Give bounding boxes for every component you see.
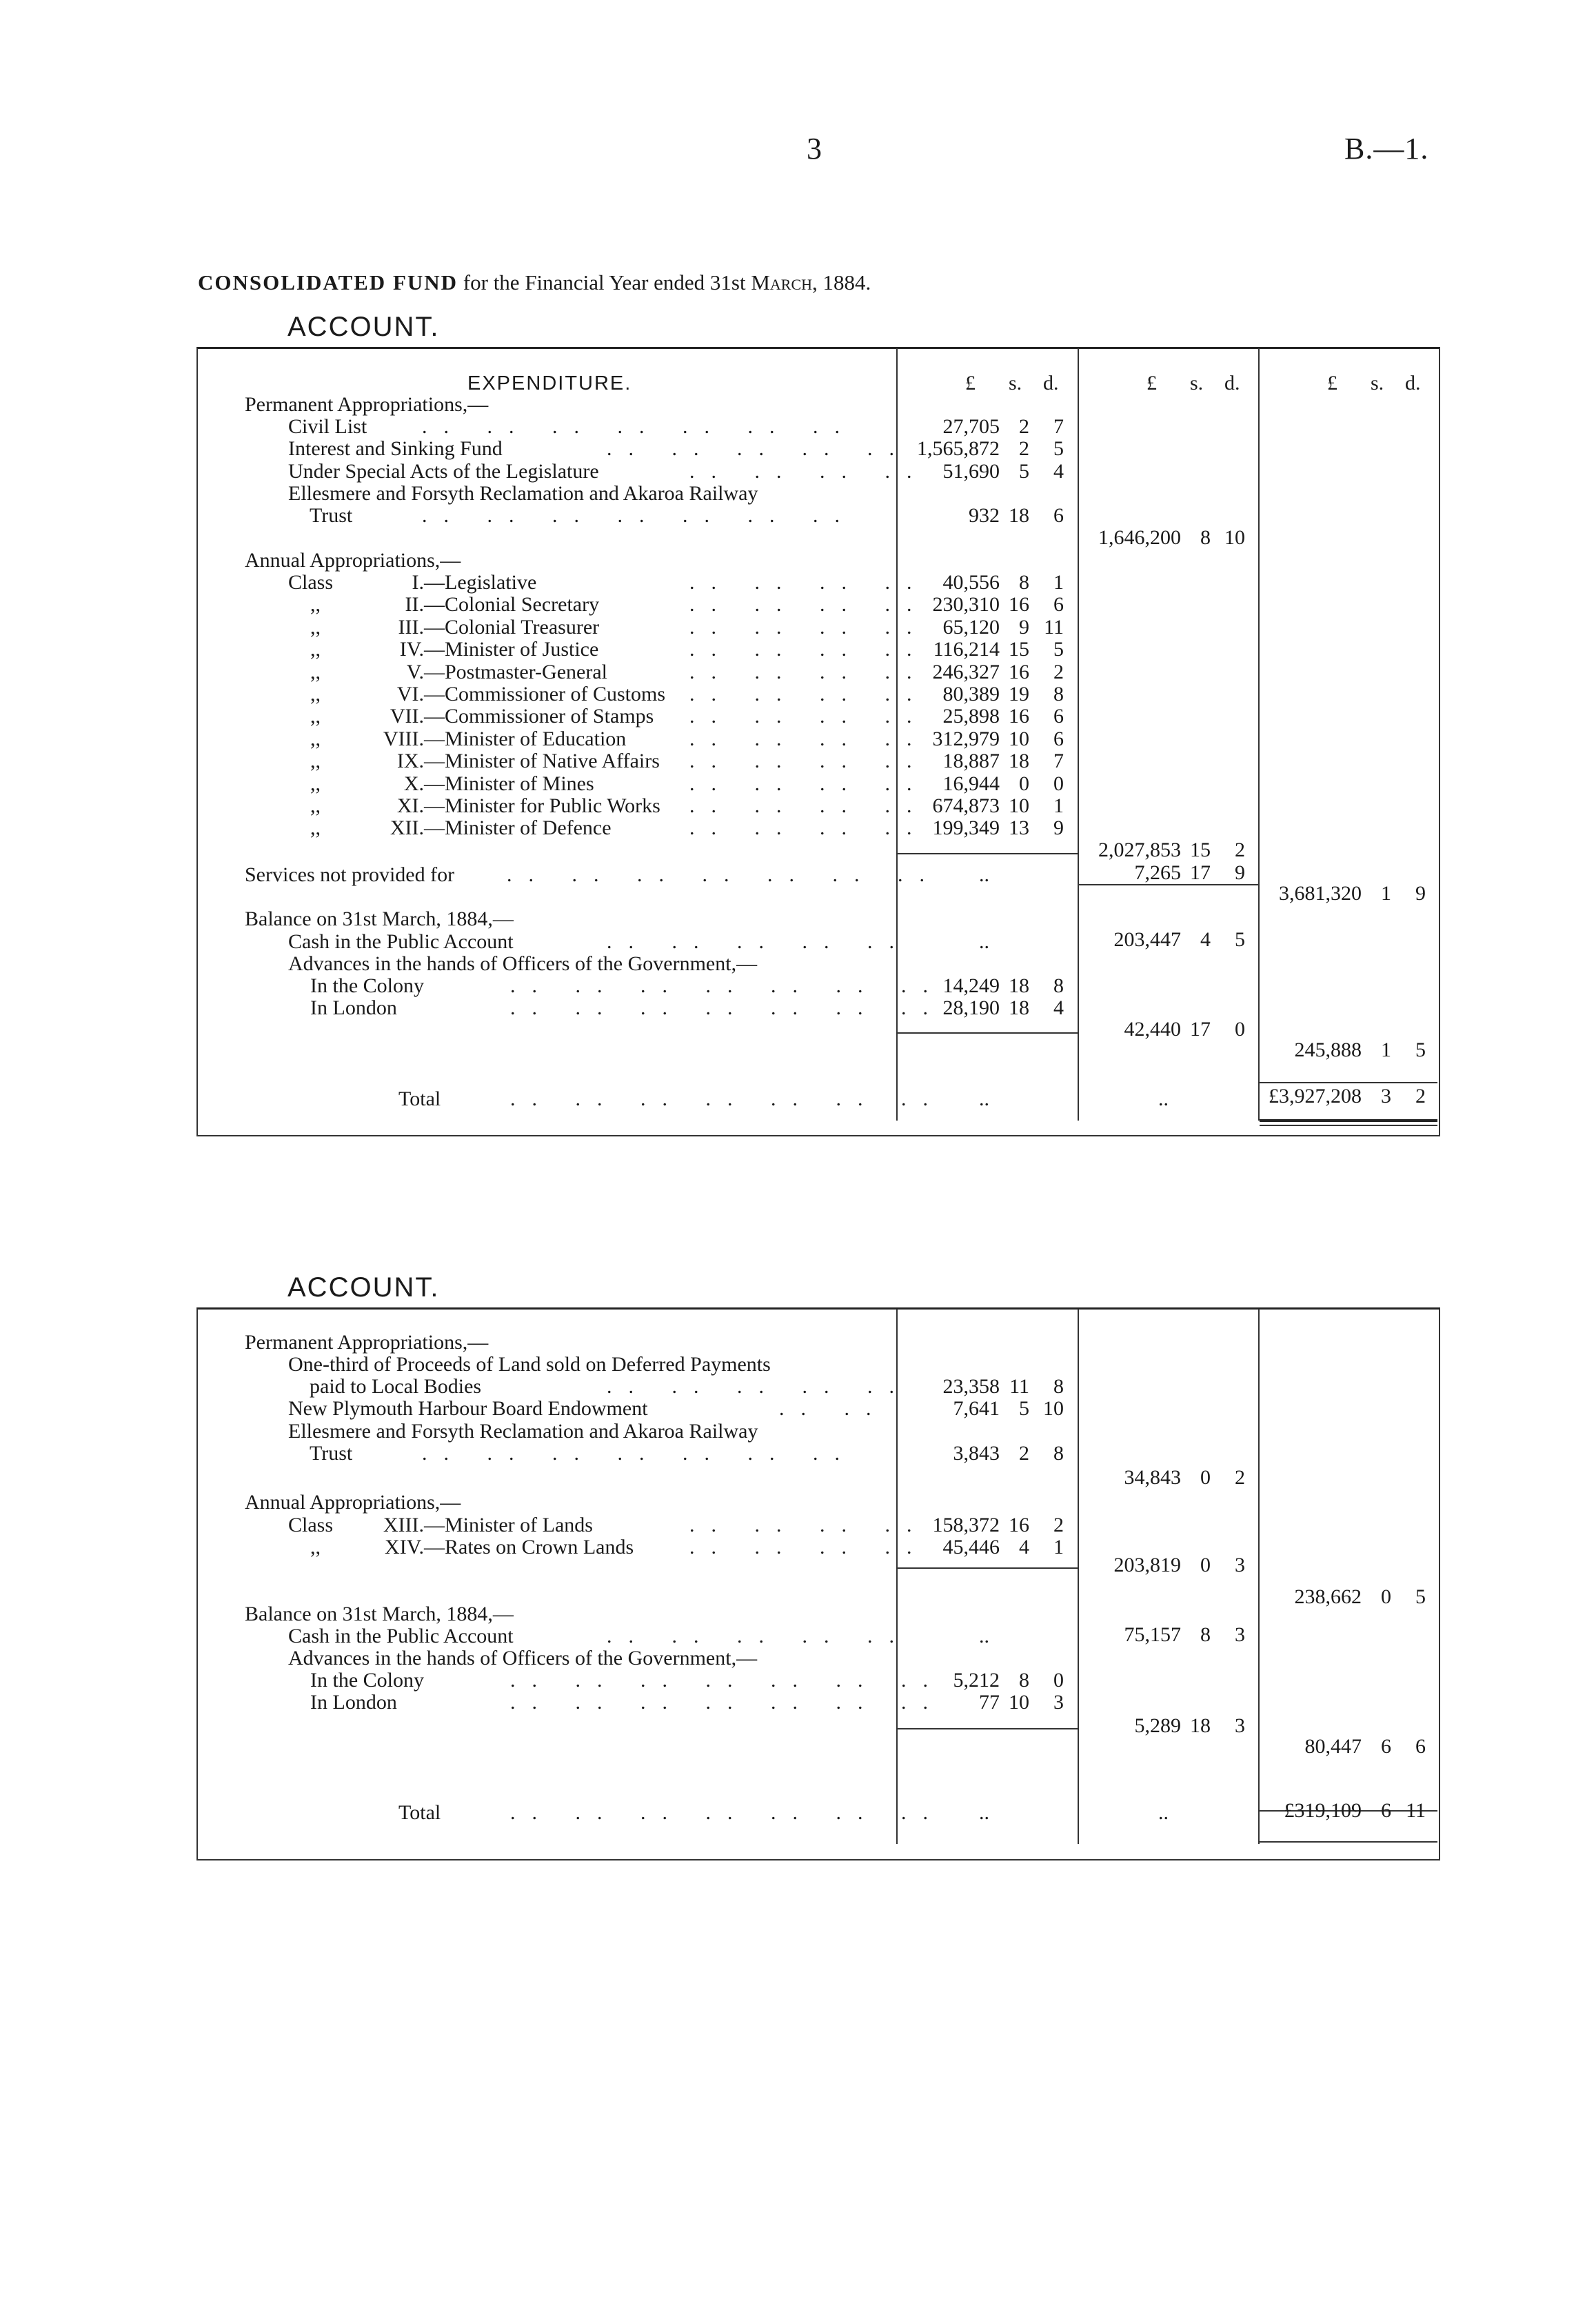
class-amount-pounds: 40,556 [942,571,1000,594]
dot-leader: .. .. .. .. .. [607,1375,911,1398]
annual-subtotal-shillings: 0 [1200,1554,1211,1576]
permanent-row-amount-pounds: 1,565,872 [917,437,1000,460]
class-label: —Legislative [424,571,537,594]
london-label: In London [310,1691,397,1714]
appropriations-subtotal-shillings: 0 [1381,1585,1391,1608]
permanent-row-amount-pounds: 27,705 [942,415,1000,438]
title-text: for the Financial Year ended 31st [458,270,751,294]
total-label: Total [398,1801,441,1824]
subtotal-rule [898,1567,1078,1569]
dot-leader: .. .. .. .. [689,571,929,594]
permanent-row-amount-pence: 6 [1053,504,1064,527]
permanent-row-amount-shillings: 11 [1009,1375,1029,1398]
annual-subtotal-pounds: 2,027,853 [1098,839,1181,861]
class-amount-shillings: 18 [1009,750,1029,772]
dot-leader: .. .. .. .. .. .. .. [422,1442,856,1465]
dot-leader: .. .. .. .. [689,728,929,750]
cash-amount-pounds: 203,447 [1113,928,1181,951]
shilling-header: s. [1009,372,1022,394]
permanent-appropriations-heading: Permanent Appropriations,— [245,393,489,416]
annual-subtotal-pence: 3 [1235,1554,1245,1576]
dot-leader: .. .. .. .. .. .. .. [510,974,945,997]
class-amount-pounds: 65,120 [942,616,1000,639]
dot-leader: .. .. .. .. .. .. .. [507,863,941,886]
empty-mark: .. [979,1625,989,1647]
class-amount-shillings: 19 [1009,683,1029,705]
balance-subtotal-pence: 6 [1415,1735,1426,1758]
expenditure-subtotal-pounds: 3,681,320 [1279,882,1362,905]
class-amount-shillings: 16 [1009,1514,1029,1536]
colony-label: In the Colony [310,1669,424,1692]
class-amount-pence: 2 [1053,1514,1064,1536]
permanent-row-label: Trust [310,1442,353,1465]
class-amount-shillings: 15 [1009,638,1029,661]
appropriations-subtotal-pence: 5 [1415,1585,1426,1608]
class-label: —Commissioner of Stamps [424,705,654,728]
cash-label: Cash in the Public Account [288,930,514,953]
class-amount-pence: 11 [1044,616,1064,639]
class-amount-pounds: 199,349 [932,816,1000,839]
permanent-subtotal-pounds: 34,843 [1124,1466,1181,1489]
permanent-row-amount-pounds: 51,690 [942,460,1000,483]
expenditure-header: EXPENDITURE. [467,372,632,394]
class-numeral: II. [405,593,424,616]
balance-subtotal-pence: 5 [1415,1039,1426,1061]
document-code: B.—1. [1344,132,1429,165]
class-amount-pounds: 312,979 [932,728,1000,750]
permanent-row-amount-shillings: 5 [1019,1397,1029,1420]
column-divider [1258,348,1260,1121]
dot-leader: .. .. .. .. .. .. .. [510,996,945,1019]
grand-total-pence: 2 [1415,1085,1426,1107]
dot-leader: .. .. .. .. .. .. .. [422,415,856,438]
london-amount-pounds: 28,190 [942,996,1000,1019]
balance-heading: Balance on 31st March, 1884,— [245,1603,514,1625]
shilling-header: s. [1371,372,1384,394]
class-numeral: VI. [396,683,424,705]
dot-leader: .. .. .. .. .. [607,437,911,460]
permanent-row-amount-pence: 10 [1043,1397,1064,1420]
dot-leader: .. .. .. .. .. [607,930,911,953]
column-divider [1078,1309,1079,1844]
grand-total-shillings: 6 [1381,1799,1391,1822]
permanent-row-label: Ellesmere and Forsyth Reclamation and Akaroa Railway [288,1420,758,1443]
class-prefix: ,, [310,638,321,661]
empty-mark: .. [1158,1087,1169,1110]
class-amount-pounds: 80,389 [942,683,1000,705]
class-numeral: XIII. [383,1514,424,1536]
account-2-heading: ACCOUNT. [287,1272,440,1303]
permanent-subtotal-pence: 10 [1224,526,1245,549]
grand-total-double-rule [1260,1119,1437,1122]
class-numeral: IV. [399,638,424,661]
cash-amount-pounds: 75,157 [1124,1623,1181,1646]
class-prefix: ,, [310,683,321,705]
class-label: —Minister for Public Works [424,794,660,817]
title-fund-name: CONSOLIDATED FUND [198,270,458,294]
empty-mark: .. [1158,1801,1169,1824]
services-label: Services not provided for [245,863,455,886]
grand-total-double-rule [1260,1125,1437,1126]
class-amount-shillings: 13 [1009,816,1029,839]
colony-amount-shillings: 8 [1019,1669,1029,1692]
london-amount-shillings: 18 [1009,996,1029,1019]
balance-subtotal-shillings: 6 [1381,1735,1391,1758]
class-prefix: ,, [310,750,321,772]
london-label: In London [310,996,397,1019]
permanent-row-amount-pence: 5 [1053,437,1064,460]
balance-subtotal-shillings: 1 [1381,1039,1391,1061]
subtotal-rule [1079,884,1258,885]
colony-amount-shillings: 18 [1009,974,1029,997]
title-month: March [751,270,813,294]
class-numeral: I. [412,571,424,594]
dot-leader: .. .. .. .. [689,750,929,772]
permanent-row-label: Civil List [288,415,367,438]
permanent-row-amount-pounds: 23,358 [942,1375,1000,1398]
class-amount-shillings: 0 [1019,772,1029,795]
total-rule [1260,1841,1437,1843]
colony-amount-pounds: 5,212 [953,1669,1000,1692]
empty-mark: .. [979,1801,989,1824]
pence-header: d. [1405,372,1421,394]
permanent-row-amount-pounds: 7,641 [953,1397,1000,1420]
dot-leader: .. .. .. .. [689,816,929,839]
permanent-row-label: New Plymouth Harbour Board Endowment [288,1397,648,1420]
annual-appropriations-heading: Annual Appropriations,— [245,1491,461,1514]
permanent-row-amount-shillings: 2 [1019,437,1029,460]
permanent-row-amount-pence: 8 [1053,1442,1064,1465]
class-prefix: ,, [310,816,321,839]
balance-heading: Balance on 31st March, 1884,— [245,907,514,930]
colony-amount-pence: 8 [1053,974,1064,997]
cash-amount-pence: 3 [1235,1623,1245,1646]
permanent-row-label: Trust [310,504,353,527]
account-1-heading: ACCOUNT. [287,312,440,342]
class-amount-pounds: 158,372 [932,1514,1000,1536]
dot-leader: .. .. .. .. .. [607,1625,911,1647]
class-prefix: ,, [310,772,321,795]
balance-subtotal-pounds: 245,888 [1294,1039,1362,1061]
class-amount-pence: 6 [1053,705,1064,728]
class-numeral: XII. [390,816,424,839]
dot-leader: .. .. .. .. .. .. .. [510,1087,945,1110]
class-prefix: ,, [310,705,321,728]
class-prefix: ,, [310,616,321,639]
dot-leader: .. .. .. .. .. .. .. [422,504,856,527]
advances-subtotal-pounds: 5,289 [1134,1714,1181,1737]
class-numeral: XIV. [385,1536,424,1558]
colony-amount-pence: 0 [1053,1669,1064,1692]
annual-appropriations-heading: Annual Appropriations,— [245,549,461,572]
grand-total-pounds: £319,109 [1284,1799,1362,1822]
permanent-row-label: Ellesmere and Forsyth Reclamation and Akaroa Railway [288,482,758,505]
class-amount-pounds: 16,944 [942,772,1000,795]
cash-amount-pence: 5 [1235,928,1245,951]
annual-subtotal-shillings: 15 [1190,839,1211,861]
class-label: —Minister of Native Affairs [424,750,660,772]
column-divider [1258,1309,1260,1844]
pound-header: £ [1327,372,1337,394]
class-prefix: ,, [310,1536,321,1558]
cash-amount-shillings: 4 [1200,928,1211,951]
permanent-appropriations-heading: Permanent Appropriations,— [245,1331,489,1354]
class-amount-pence: 8 [1053,683,1064,705]
class-amount-shillings: 10 [1009,794,1029,817]
colony-amount-pounds: 14,249 [942,974,1000,997]
empty-mark: .. [979,863,989,886]
pound-header: £ [965,372,976,394]
class-prefix: ,, [310,593,321,616]
annual-subtotal-pence: 2 [1235,839,1245,861]
dot-leader: .. .. .. .. [689,794,929,817]
balance-subtotal-pounds: 80,447 [1304,1735,1362,1758]
class-label: —Minister of Education [424,728,627,750]
subtotal-rule [898,853,1078,854]
permanent-subtotal-pence: 2 [1235,1466,1245,1489]
class-label: —Minister of Defence [424,816,612,839]
london-amount-pence: 3 [1053,1691,1064,1714]
empty-mark: .. [979,1087,989,1110]
permanent-row-amount-pence: 8 [1053,1375,1064,1398]
class-amount-pounds: 230,310 [932,593,1000,616]
london-amount-pence: 4 [1053,996,1064,1019]
class-amount-pounds: 45,446 [942,1536,1000,1558]
class-amount-pence: 1 [1053,794,1064,817]
dot-leader: .. .. .. .. [689,616,929,639]
advances-subtotal-pounds: 42,440 [1124,1018,1181,1041]
permanent-row-label: Interest and Sinking Fund [288,437,503,460]
permanent-row-label: One-third of Proceeds of Land sold on Deferred Payments [288,1353,771,1376]
column-divider [1078,348,1079,1121]
class-numeral: X. [403,772,424,795]
class-label: —Commissioner of Customs [424,683,666,705]
dot-leader: .. .. .. .. [689,705,929,728]
class-amount-pence: 6 [1053,593,1064,616]
london-amount-pounds: 77 [979,1691,1000,1714]
dot-leader: .. .. .. .. .. .. .. [510,1691,945,1714]
class-label: —Minister of Justice [424,638,599,661]
permanent-row-label: paid to Local Bodies [310,1375,482,1398]
permanent-row-amount-pounds: 932 [969,504,1000,527]
class-amount-pence: 6 [1053,728,1064,750]
class-amount-pounds: 674,873 [932,794,1000,817]
grand-total-shillings: 3 [1381,1085,1391,1107]
class-amount-pounds: 18,887 [942,750,1000,772]
class-prefix: ,, [310,794,321,817]
dot-leader: .. .. .. .. .. .. .. [510,1669,945,1692]
services-amount-pounds: 7,265 [1134,861,1181,884]
class-numeral: XI. [396,794,424,817]
permanent-row-amount-shillings: 2 [1019,1442,1029,1465]
class-amount-shillings: 16 [1009,705,1029,728]
advances-subtotal-shillings: 17 [1190,1018,1211,1041]
class-label: —Rates on Crown Lands [424,1536,634,1558]
class-amount-pence: 2 [1053,661,1064,683]
class-numeral: IX. [396,750,424,772]
class-amount-pounds: 246,327 [932,661,1000,683]
class-amount-pounds: 116,214 [933,638,1000,661]
dot-leader: .. .. .. .. .. .. .. [510,1801,945,1824]
permanent-row-amount-shillings: 18 [1009,504,1029,527]
permanent-row-amount-shillings: 2 [1019,415,1029,438]
class-amount-pence: 1 [1053,571,1064,594]
class-prefix: Class [288,1514,334,1536]
permanent-row-label: Under Special Acts of the Legislature [288,460,599,483]
class-label: —Minister of Lands [424,1514,593,1536]
class-amount-shillings: 16 [1009,593,1029,616]
expenditure-subtotal-pence: 9 [1415,882,1426,905]
permanent-row-amount-pounds: 3,843 [953,1442,1000,1465]
pence-header: d. [1043,372,1059,394]
class-label: —Postmaster-General [424,661,607,683]
class-amount-pounds: 25,898 [942,705,1000,728]
subtotal-rule [1260,1082,1437,1083]
advances-subtotal-pence: 0 [1235,1018,1245,1041]
dot-leader: .. .. [779,1397,888,1420]
class-numeral: VIII. [383,728,424,750]
permanent-subtotal-shillings: 8 [1200,526,1211,549]
cash-label: Cash in the Public Account [288,1625,514,1647]
services-amount-pence: 9 [1235,861,1245,884]
london-amount-shillings: 10 [1009,1691,1029,1714]
advances-subtotal-pence: 3 [1235,1714,1245,1737]
total-label: Total [398,1087,441,1110]
grand-total-pounds: £3,927,208 [1269,1085,1362,1107]
class-prefix: ,, [310,728,321,750]
appropriations-subtotal-pounds: 238,662 [1294,1585,1362,1608]
colony-label: In the Colony [310,974,424,997]
class-amount-pence: 1 [1053,1536,1064,1558]
advances-label: Advances in the hands of Officers of the Government,— [288,952,758,975]
empty-mark: .. [979,930,989,953]
subtotal-rule [898,1728,1078,1729]
class-prefix: Class [288,571,334,594]
advances-label: Advances in the hands of Officers of the Government,— [288,1647,758,1669]
services-amount-shillings: 17 [1190,861,1211,884]
expenditure-subtotal-shillings: 1 [1381,882,1391,905]
grand-total-pence: 11 [1406,1799,1426,1822]
permanent-row-amount-pence: 4 [1053,460,1064,483]
subtotal-rule [898,1032,1078,1034]
class-label: —Colonial Treasurer [424,616,600,639]
permanent-subtotal-pounds: 1,646,200 [1098,526,1181,549]
dot-leader: .. .. .. .. [689,638,929,661]
dot-leader: .. .. .. .. [689,593,929,616]
class-numeral: VII. [390,705,424,728]
class-amount-pence: 0 [1053,772,1064,795]
dot-leader: .. .. .. .. [689,460,929,483]
class-amount-shillings: 9 [1019,616,1029,639]
class-prefix: ,, [310,661,321,683]
class-label: —Minister of Mines [424,772,594,795]
class-amount-shillings: 4 [1019,1536,1029,1558]
dot-leader: .. .. .. .. [689,1536,929,1558]
class-amount-shillings: 16 [1009,661,1029,683]
permanent-subtotal-shillings: 0 [1200,1466,1211,1489]
pence-header: d. [1224,372,1240,394]
title-year: , 1884. [812,270,871,294]
page-number: 3 [807,132,822,165]
shilling-header: s. [1190,372,1204,394]
class-numeral: III. [398,616,424,639]
class-amount-shillings: 8 [1019,571,1029,594]
permanent-row-amount-shillings: 5 [1019,460,1029,483]
class-numeral: V. [406,661,424,683]
class-amount-shillings: 10 [1009,728,1029,750]
annual-subtotal-pounds: 203,819 [1113,1554,1181,1576]
advances-subtotal-shillings: 18 [1190,1714,1211,1737]
class-label: —Colonial Secretary [424,593,600,616]
class-amount-pence: 5 [1053,638,1064,661]
pound-header: £ [1147,372,1157,394]
dot-leader: .. .. .. .. [689,683,929,705]
dot-leader: .. .. .. .. [689,1514,929,1536]
permanent-row-amount-pence: 7 [1053,415,1064,438]
cash-amount-shillings: 8 [1200,1623,1211,1646]
dot-leader: .. .. .. .. [689,661,929,683]
page-title [198,270,871,295]
dot-leader: .. .. .. .. [689,772,929,795]
class-amount-pence: 7 [1053,750,1064,772]
class-amount-pence: 9 [1053,816,1064,839]
